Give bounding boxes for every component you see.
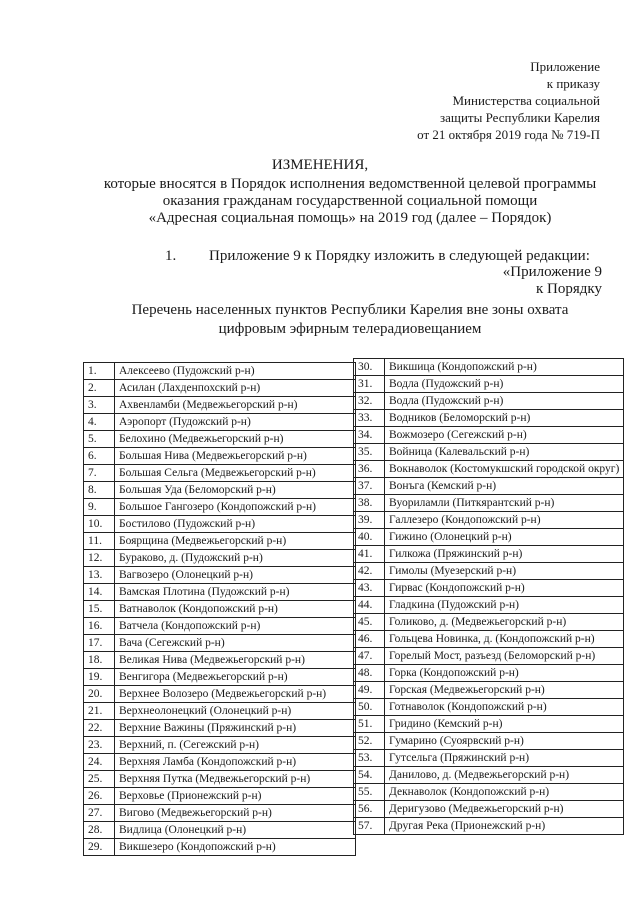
table-row bbox=[354, 529, 624, 546]
settlement-name: Горская (Медвежьегорский р-н) bbox=[385, 682, 624, 699]
row-number: 1. bbox=[84, 363, 115, 380]
row-number: 28. bbox=[84, 822, 115, 839]
settlement-name: Вуориламли (Питкярантский р-н) bbox=[385, 495, 624, 512]
row-number: 27. bbox=[84, 805, 115, 822]
row-number: 22. bbox=[84, 720, 115, 737]
table-row bbox=[84, 516, 356, 533]
table-row bbox=[354, 614, 624, 631]
settlement-name: Верхняя Ламба (Кондопожский р-н) bbox=[115, 754, 356, 771]
table-row bbox=[84, 380, 356, 397]
settlement-name: Вожмозеро (Сегежский р-н) bbox=[385, 427, 624, 444]
row-number: 23. bbox=[84, 737, 115, 754]
appendix-line: к Порядку bbox=[536, 281, 602, 297]
table-row bbox=[84, 601, 356, 618]
row-number: 30. bbox=[354, 359, 385, 376]
table-row bbox=[354, 478, 624, 495]
row-number: 7. bbox=[84, 465, 115, 482]
table-row bbox=[84, 635, 356, 652]
table-row bbox=[354, 495, 624, 512]
list-title-line: цифровым эфирным телерадиовещанием bbox=[218, 321, 482, 337]
settlement-name: Горка (Кондопожский р-н) bbox=[385, 665, 624, 682]
list-title-line: Перечень населенных пунктов Республики Карелия вне зоны охвата bbox=[131, 302, 569, 318]
table-row bbox=[84, 669, 356, 686]
approval-line-date-number: от 21 октября 2019 года № 719-П bbox=[417, 127, 600, 142]
settlement-name: Великая Нива (Медвежьегорский р-н) bbox=[115, 652, 356, 669]
row-number: 51. bbox=[354, 716, 385, 733]
settlement-name: Белохино (Медвежьегорский р-н) bbox=[115, 431, 356, 448]
settlement-name: Верхние Важины (Пряжинский р-н) bbox=[115, 720, 356, 737]
approval-line-ministry: Министерства социальной bbox=[452, 93, 600, 108]
row-number: 18. bbox=[84, 652, 115, 669]
settlement-name: Вонъга (Кемский р-н) bbox=[385, 478, 624, 495]
row-number: 5. bbox=[84, 431, 115, 448]
table-row bbox=[84, 482, 356, 499]
settlement-name: Другая Река (Прионежский р-н) bbox=[385, 818, 624, 835]
row-number: 52. bbox=[354, 733, 385, 750]
row-number: 11. bbox=[84, 533, 115, 550]
table-row bbox=[84, 448, 356, 465]
document-subheading bbox=[60, 176, 640, 227]
settlement-name: Готнаволок (Кондопожский р-н) bbox=[385, 699, 624, 716]
table-row bbox=[84, 550, 356, 567]
settlement-name: Гимолы (Муезерский р-н) bbox=[385, 563, 624, 580]
row-number: 26. bbox=[84, 788, 115, 805]
appendix-line: «Приложение 9 bbox=[502, 264, 602, 280]
row-number: 48. bbox=[354, 665, 385, 682]
settlement-name: Вигово (Медвежьегорский р-н) bbox=[115, 805, 356, 822]
settlement-name: Бостилово (Пудожский р-н) bbox=[115, 516, 356, 533]
settlement-name: Вамская Плотина (Пудожский р-н) bbox=[115, 584, 356, 601]
settlement-name: Гольцева Новинка, д. (Кондопожский р-н) bbox=[385, 631, 624, 648]
settlement-name: Гумарино (Суоярвский р-н) bbox=[385, 733, 624, 750]
table-row bbox=[354, 359, 624, 376]
settlement-name: Гирвас (Кондопожский р-н) bbox=[385, 580, 624, 597]
table-row bbox=[354, 580, 624, 597]
row-number: 3. bbox=[84, 397, 115, 414]
table-row bbox=[84, 397, 356, 414]
settlement-name: Гридино (Кемский р-н) bbox=[385, 716, 624, 733]
table-row bbox=[354, 818, 624, 835]
table-row bbox=[354, 750, 624, 767]
settlement-name: Викшица (Кондопожский р-н) bbox=[385, 359, 624, 376]
document-heading: ИЗМЕНЕНИЯ, bbox=[271, 157, 369, 173]
settlement-name: Водла (Пудожский р-н) bbox=[385, 393, 624, 410]
table-row bbox=[84, 414, 356, 431]
table-row bbox=[354, 682, 624, 699]
settlement-name: Ватнаволок (Кондопожский р-н) bbox=[115, 601, 356, 618]
row-number: 42. bbox=[354, 563, 385, 580]
settlement-name: Водников (Беломорский р-н) bbox=[385, 410, 624, 427]
row-number: 50. bbox=[354, 699, 385, 716]
settlement-name: Вагвозеро (Олонецкий р-н) bbox=[115, 567, 356, 584]
settlement-name: Вокнаволок (Костомукшский городской округ) bbox=[385, 461, 624, 478]
row-number: 46. bbox=[354, 631, 385, 648]
table-row bbox=[354, 597, 624, 614]
table-row bbox=[354, 461, 624, 478]
table-row bbox=[354, 699, 624, 716]
settlement-name: Войница (Калевальский р-н) bbox=[385, 444, 624, 461]
table-row bbox=[84, 703, 356, 720]
approval-line-ministry-2: защиты Республики Карелия bbox=[440, 110, 600, 125]
row-number: 53. bbox=[354, 750, 385, 767]
table-row bbox=[354, 665, 624, 682]
table-row bbox=[354, 376, 624, 393]
table-row bbox=[354, 393, 624, 410]
table-row bbox=[354, 733, 624, 750]
row-number: 54. bbox=[354, 767, 385, 784]
table-row bbox=[84, 754, 356, 771]
settlement-name: Аэропорт (Пудожский р-н) bbox=[115, 414, 356, 431]
table-row bbox=[354, 648, 624, 665]
settlement-name: Верхнеолонецкий (Олонецкий р-н) bbox=[115, 703, 356, 720]
settlement-name: Ватчела (Кондопожский р-н) bbox=[115, 618, 356, 635]
row-number: 2. bbox=[84, 380, 115, 397]
settlement-name: Деригузово (Медвежьегорский р-н) bbox=[385, 801, 624, 818]
row-number: 55. bbox=[354, 784, 385, 801]
row-number: 40. bbox=[354, 529, 385, 546]
row-number: 38. bbox=[354, 495, 385, 512]
settlement-name: Викшезеро (Кондопожский р-н) bbox=[115, 839, 356, 856]
row-number: 24. bbox=[84, 754, 115, 771]
row-number: 43. bbox=[354, 580, 385, 597]
settlement-name: Вача (Сегежский р-н) bbox=[115, 635, 356, 652]
row-number: 25. bbox=[84, 771, 115, 788]
row-number: 32. bbox=[354, 393, 385, 410]
row-number: 6. bbox=[84, 448, 115, 465]
row-number: 12. bbox=[84, 550, 115, 567]
row-number: 36. bbox=[354, 461, 385, 478]
row-number: 16. bbox=[84, 618, 115, 635]
row-number: 35. bbox=[354, 444, 385, 461]
settlement-name: Большая Уда (Беломорский р-н) bbox=[115, 482, 356, 499]
row-number: 56. bbox=[354, 801, 385, 818]
settlement-name: Верхний, п. (Сегежский р-н) bbox=[115, 737, 356, 754]
subheading-line: оказания гражданам государственной социальной помощи bbox=[162, 193, 538, 209]
table-row bbox=[84, 822, 356, 839]
row-number: 19. bbox=[84, 669, 115, 686]
item-number: 1. bbox=[165, 248, 177, 264]
row-number: 49. bbox=[354, 682, 385, 699]
row-number: 14. bbox=[84, 584, 115, 601]
settlement-name: Бураково, д. (Пудожский р-н) bbox=[115, 550, 356, 567]
approval-line-order: к приказу bbox=[546, 76, 600, 91]
settlement-name: Верхняя Путка (Медвежьегорский р-н) bbox=[115, 771, 356, 788]
row-number: 34. bbox=[354, 427, 385, 444]
item-text: Приложение 9 к Порядку изложить в следующей редакции: bbox=[209, 248, 590, 264]
settlement-name: Боярщина (Медвежьегорский р-н) bbox=[115, 533, 356, 550]
table-row bbox=[354, 767, 624, 784]
settlement-name: Асилан (Лахденпохский р-н) bbox=[115, 380, 356, 397]
subheading-line: которые вносятся в Порядок исполнения ведомственной целевой программы bbox=[103, 176, 597, 192]
table-row bbox=[84, 652, 356, 669]
table-row bbox=[354, 444, 624, 461]
settlement-name: Декнаволок (Кондопожский р-н) bbox=[385, 784, 624, 801]
table-row bbox=[84, 465, 356, 482]
settlement-name: Данилово, д. (Медвежьегорский р-н) bbox=[385, 767, 624, 784]
table-row bbox=[84, 499, 356, 516]
row-number: 45. bbox=[354, 614, 385, 631]
table-row bbox=[84, 737, 356, 754]
table-row bbox=[354, 631, 624, 648]
row-number: 20. bbox=[84, 686, 115, 703]
table-row bbox=[84, 618, 356, 635]
table-row bbox=[354, 546, 624, 563]
row-number: 17. bbox=[84, 635, 115, 652]
row-number: 8. bbox=[84, 482, 115, 499]
table-row bbox=[84, 584, 356, 601]
row-number: 41. bbox=[354, 546, 385, 563]
row-number: 10. bbox=[84, 516, 115, 533]
row-number: 57. bbox=[354, 818, 385, 835]
list-title bbox=[60, 301, 640, 339]
settlement-name: Большая Нива (Медвежьегорский р-н) bbox=[115, 448, 356, 465]
row-number: 21. bbox=[84, 703, 115, 720]
row-number: 13. bbox=[84, 567, 115, 584]
row-number: 29. bbox=[84, 839, 115, 856]
row-number: 47. bbox=[354, 648, 385, 665]
table-row bbox=[354, 716, 624, 733]
table-row bbox=[84, 686, 356, 703]
table-row bbox=[354, 784, 624, 801]
table-row bbox=[84, 431, 356, 448]
settlement-name: Галлезеро (Кондопожский р-н) bbox=[385, 512, 624, 529]
table-row bbox=[84, 363, 356, 380]
row-number: 44. bbox=[354, 597, 385, 614]
table-row bbox=[84, 533, 356, 550]
settlement-name: Гилкожа (Пряжинский р-н) bbox=[385, 546, 624, 563]
settlement-name: Гладкина (Пудожский р-н) bbox=[385, 597, 624, 614]
table-row bbox=[354, 563, 624, 580]
table-row bbox=[84, 839, 356, 856]
settlement-name: Видлица (Олонецкий р-н) bbox=[115, 822, 356, 839]
row-number: 39. bbox=[354, 512, 385, 529]
approval-line-appendix: Приложение bbox=[530, 59, 600, 74]
settlement-name: Алексеево (Пудожский р-н) bbox=[115, 363, 356, 380]
settlement-name: Гутсельга (Пряжинский р-н) bbox=[385, 750, 624, 767]
settlements-table-left bbox=[83, 362, 356, 856]
settlement-name: Верховье (Прионежский р-н) bbox=[115, 788, 356, 805]
approval-stamp bbox=[417, 58, 600, 143]
table-row bbox=[84, 805, 356, 822]
row-number: 37. bbox=[354, 478, 385, 495]
table-row bbox=[84, 771, 356, 788]
table-row bbox=[354, 427, 624, 444]
settlements-table-right bbox=[353, 358, 624, 835]
settlement-name: Ахвенламби (Медвежьегорский р-н) bbox=[115, 397, 356, 414]
settlement-name: Водла (Пудожский р-н) bbox=[385, 376, 624, 393]
appendix-reference bbox=[503, 264, 602, 298]
settlement-name: Венгигора (Медвежьегорский р-н) bbox=[115, 669, 356, 686]
settlement-name: Большая Сельга (Медвежьегорский р-н) bbox=[115, 465, 356, 482]
settlement-name: Большое Гангозеро (Кондопожский р-н) bbox=[115, 499, 356, 516]
settlement-name: Гижино (Олонецкий р-н) bbox=[385, 529, 624, 546]
settlement-name: Горелый Мост, разъезд (Беломорский р-н) bbox=[385, 648, 624, 665]
table-row bbox=[84, 567, 356, 584]
table-row bbox=[354, 512, 624, 529]
settlement-name: Верхнее Волозеро (Медвежьегорский р-н) bbox=[115, 686, 356, 703]
subheading-line: «Адресная социальная помощь» на 2019 год (далее – Порядок) bbox=[148, 210, 552, 226]
table-row bbox=[84, 788, 356, 805]
settlement-name: Голиково, д. (Медвежьегорский р-н) bbox=[385, 614, 624, 631]
row-number: 33. bbox=[354, 410, 385, 427]
table-row bbox=[354, 410, 624, 427]
row-number: 9. bbox=[84, 499, 115, 516]
row-number: 31. bbox=[354, 376, 385, 393]
row-number: 4. bbox=[84, 414, 115, 431]
amendment-item bbox=[165, 248, 590, 265]
row-number: 15. bbox=[84, 601, 115, 618]
table-row bbox=[354, 801, 624, 818]
table-row bbox=[84, 720, 356, 737]
